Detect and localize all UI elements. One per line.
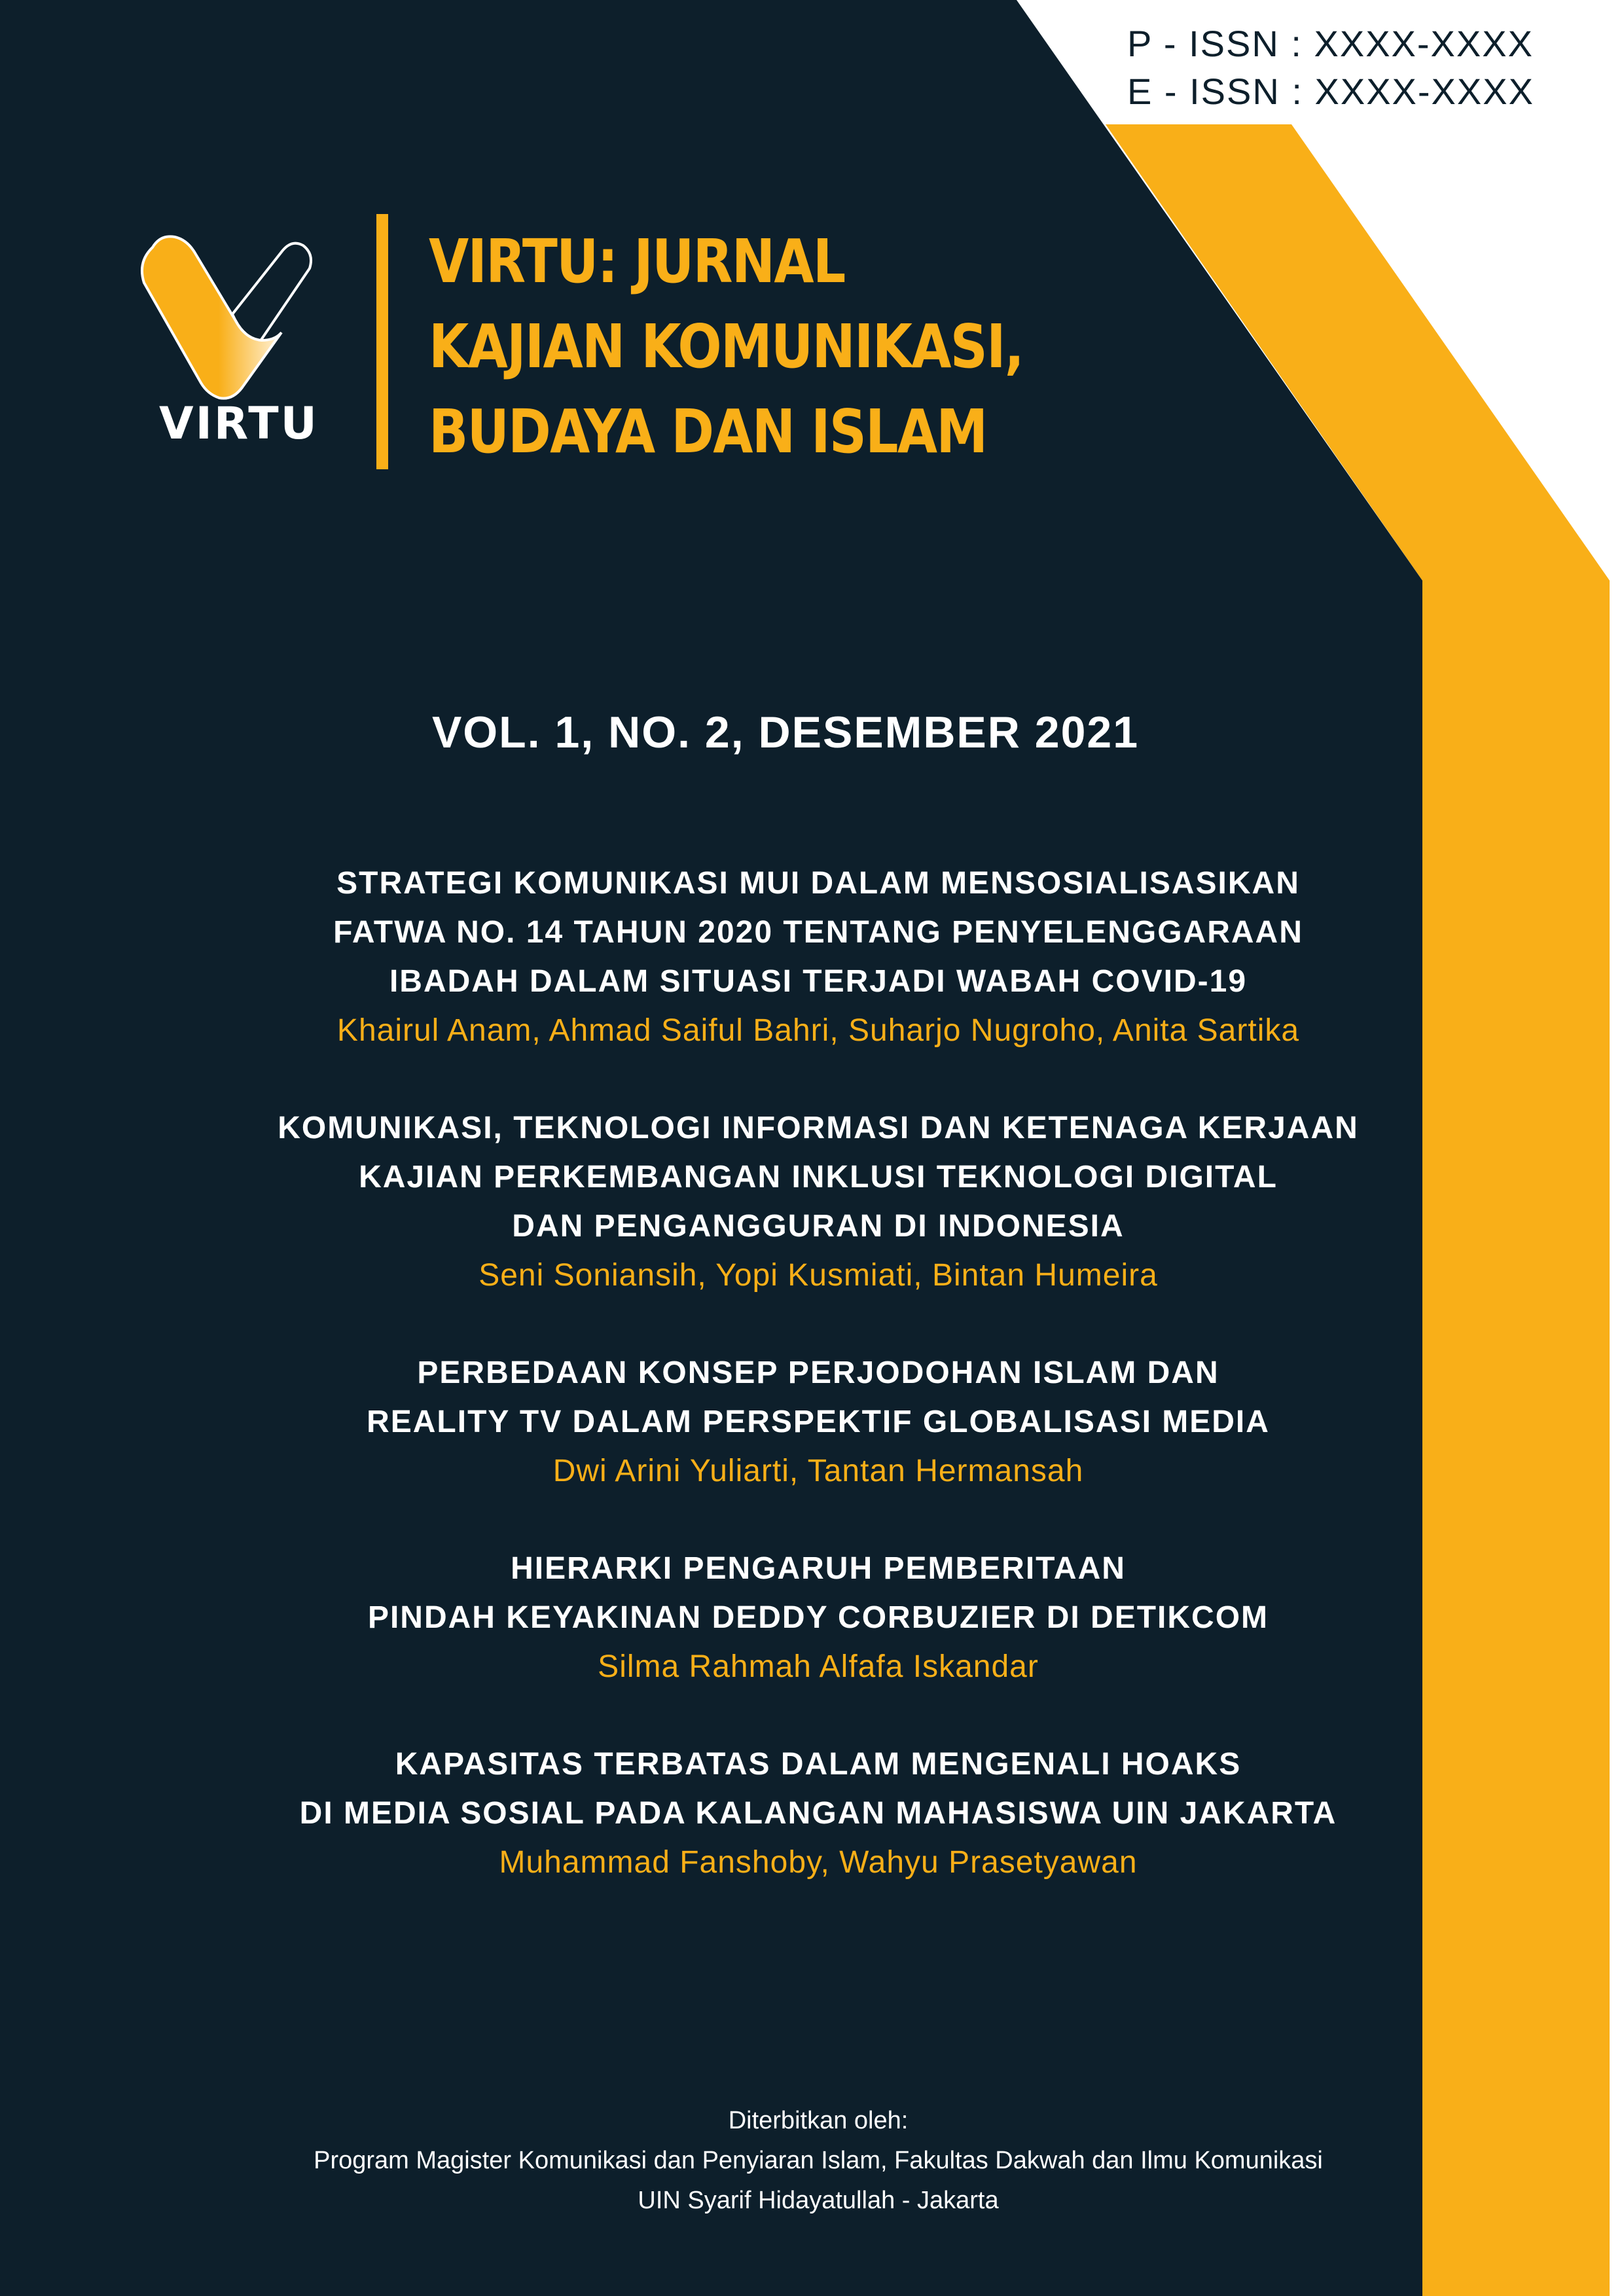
article-authors: Muhammad Fanshoby, Wahyu Prasetyawan [499, 1845, 1138, 1880]
article-authors: Seni Soniansih, Yopi Kusmiati, Bintan Humeira [478, 1258, 1158, 1293]
article-title-line: PINDAH KEYAKINAN DEDDY CORBUZIER DI DETIKCOM [367, 1600, 1269, 1635]
issue-label: VOL. 1, NO. 2, DESEMBER 2021 [431, 708, 1140, 757]
article-title-line: DI MEDIA SOSIAL PADA KALANGAN MAHASISWA UIN JAKARTA [299, 1796, 1337, 1831]
title-divider [376, 214, 388, 469]
article-entry [164, 1544, 1473, 1691]
journal-title [429, 219, 1023, 475]
article-title-line: PERBEDAAN KONSEP PERJODOHAN ISLAM DAN [417, 1355, 1219, 1390]
article-title-line: HIERARKI PENGARUH PEMBERITAAN [511, 1551, 1126, 1586]
electronic-issn: E - ISSN : XXXX-XXXX [1127, 71, 1534, 112]
article-title-line: KOMUNIKASI, TEKNOLOGI INFORMASI DAN KETENAGA KERJAAN [278, 1111, 1359, 1145]
article-title-line: REALITY TV DALAM PERSPEKTIF GLOBALISASI MEDIA [367, 1405, 1270, 1439]
article-entry [164, 1348, 1473, 1496]
article-title-line: FATWA NO. 14 TAHUN 2020 TENTANG PENYELENGGARAAN [333, 915, 1303, 950]
article-title-line: STRATEGI KOMUNIKASI MUI DALAM MENSOSIALISASIKAN [336, 866, 1300, 901]
journal-title-line: BUDAYA DAN ISLAM [429, 397, 987, 467]
article-entry [164, 1740, 1473, 1887]
article-entry [164, 859, 1473, 1055]
print-issn: P - ISSN : XXXX-XXXX [1127, 23, 1534, 64]
article-title-line: KAPASITAS TERBATAS DALAM MENGENALI HOAKS [395, 1747, 1242, 1782]
article-authors: Dwi Arini Yuliarti, Tantan Hermansah [552, 1454, 1084, 1488]
table-of-contents [164, 859, 1473, 1935]
publisher-line: Program Magister Komunikasi dan Penyiaran Islam, Fakultas Dakwah dan Ilmu Komunikasi [314, 2147, 1323, 2174]
publisher-line: UIN Syarif Hidayatullah - Jakarta [638, 2187, 999, 2214]
journal-title-line: KAJIAN KOMUNIKASI, [429, 312, 1024, 382]
article-title-line: DAN PENGANGGURAN DI INDONESIA [512, 1209, 1125, 1244]
issn-block [1127, 20, 1534, 115]
article-entry [164, 1103, 1473, 1300]
logo-wordmark: VIRTU [159, 398, 319, 450]
article-title-line: KAJIAN PERKEMBANGAN INKLUSI TEKNOLOGI DIGITAL [359, 1160, 1278, 1194]
publisher-block [164, 2101, 1473, 2221]
article-title-line: IBADAH DALAM SITUASI TERJADI WABAH COVID-19 [389, 964, 1248, 999]
article-authors: Silma Rahmah Alfafa Iskandar [598, 1649, 1039, 1684]
publisher-label: Diterbitkan oleh: [728, 2107, 909, 2134]
journal-title-line: VIRTU: JURNAL [429, 226, 845, 296]
article-authors: Khairul Anam, Ahmad Saiful Bahri, Suharjo Nugroho, Anita Sartika [336, 1013, 1300, 1048]
